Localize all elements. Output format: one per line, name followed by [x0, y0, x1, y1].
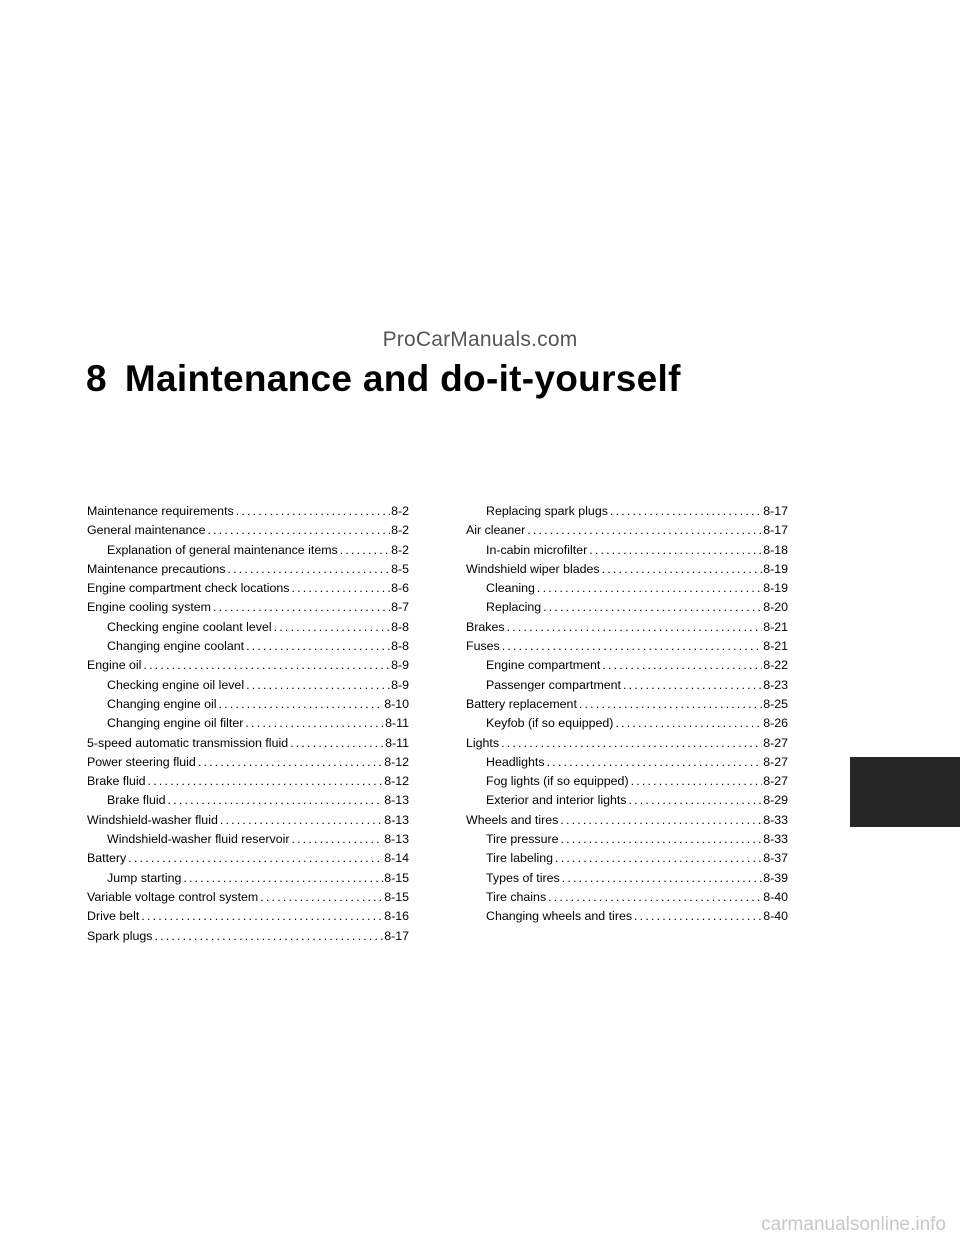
toc-entry[interactable]	[87, 849, 409, 868]
toc-subentry[interactable]	[466, 772, 788, 791]
toc-entry-page: 8-27	[763, 735, 788, 750]
toc-entry-page: 8-7	[391, 600, 409, 615]
toc-subentry[interactable]	[466, 907, 788, 926]
toc-entry-page: 8-8	[391, 639, 409, 654]
toc-subentry[interactable]	[466, 849, 788, 868]
toc-entry-page: 8-26	[763, 716, 788, 731]
chapter-number: 8	[86, 358, 107, 399]
toc-dot-leader	[274, 618, 390, 637]
chapter-title	[86, 358, 681, 400]
toc-dot-leader	[548, 888, 762, 907]
toc-entry[interactable]	[466, 811, 788, 830]
toc-entry-label: Maintenance precautions	[87, 561, 226, 576]
toc-entry[interactable]	[87, 598, 409, 617]
toc-entry[interactable]	[466, 560, 788, 579]
toc-entry[interactable]	[87, 907, 409, 926]
toc-entry-label: Engine oil	[87, 658, 142, 673]
toc-entry-page: 8-17	[384, 928, 409, 943]
toc-entry-label: Fuses	[466, 639, 500, 654]
toc-dot-leader	[610, 502, 762, 521]
toc-dot-leader	[527, 521, 762, 540]
toc-dot-leader	[291, 830, 383, 849]
toc-entry-page: 8-39	[763, 870, 788, 885]
toc-subentry[interactable]	[466, 598, 788, 617]
toc-entry-label: Maintenance requirements	[87, 504, 234, 518]
toc-entry[interactable]	[87, 753, 409, 772]
toc-entry-page: 8-13	[384, 812, 409, 827]
toc-entry[interactable]	[87, 521, 409, 540]
toc-entry-page: 8-25	[763, 696, 788, 711]
toc-subentry[interactable]	[466, 502, 788, 521]
toc-entry-label: Jump starting	[107, 870, 182, 885]
toc-entry-page: 8-9	[391, 677, 409, 692]
toc-entry-label: Drive belt	[87, 909, 140, 924]
toc-subentry[interactable]	[466, 676, 788, 695]
toc-dot-leader	[219, 695, 384, 714]
toc-dot-leader	[631, 772, 763, 791]
chapter-title-text: Maintenance and do-it-yourself	[124, 358, 681, 399]
toc-dot-leader	[290, 734, 384, 753]
toc-entry-page: 8-11	[385, 735, 409, 750]
toc-entry-label: Spark plugs	[87, 928, 153, 943]
toc-entry-label: Brakes	[466, 619, 505, 634]
toc-dot-leader	[246, 637, 390, 656]
toc-entry[interactable]	[87, 560, 409, 579]
toc-entry-page: 8-12	[384, 774, 409, 789]
toc-dot-leader	[227, 560, 390, 579]
toc-entry-page: 8-17	[763, 504, 788, 518]
toc-dot-leader	[198, 753, 383, 772]
toc-subentry[interactable]	[466, 541, 788, 560]
toc-entry-label: Air cleaner	[466, 523, 526, 538]
toc-dot-leader	[602, 560, 763, 579]
toc-dot-leader	[141, 907, 383, 926]
toc-entry[interactable]	[87, 734, 409, 753]
toc-entry-label: Changing engine oil	[107, 696, 217, 711]
toc-subentry[interactable]	[466, 888, 788, 907]
toc-entry-page: 8-18	[763, 542, 788, 557]
toc-entry-label: Power steering fluid	[87, 754, 196, 769]
toc-entry-label: Checking engine coolant level	[107, 619, 272, 634]
toc-dot-leader	[207, 521, 390, 540]
toc-dot-leader	[634, 907, 762, 926]
toc-entry-page: 8-29	[763, 793, 788, 808]
toc-entry-page: 8-37	[763, 851, 788, 866]
toc-entry-label: General maintenance	[87, 523, 206, 538]
watermark-bottom: carmanualsonline.info	[761, 1214, 946, 1235]
toc-entry-page: 8-40	[763, 909, 788, 924]
toc-dot-leader	[213, 598, 390, 617]
toc-dot-leader	[555, 849, 762, 868]
toc-dot-leader	[260, 888, 383, 907]
toc-entry-page: 8-2	[391, 523, 409, 538]
toc-entry-label: Replacing spark plugs	[486, 504, 608, 518]
toc-entry-page: 8-21	[763, 639, 788, 654]
toc-dot-leader	[543, 598, 762, 617]
toc-dot-leader	[168, 791, 384, 810]
toc-entry-label: Lights	[466, 735, 500, 750]
toc-dot-leader	[623, 676, 762, 695]
toc-subentry[interactable]	[87, 830, 409, 849]
toc-entry-label: Tire pressure	[486, 832, 559, 847]
toc-dot-leader	[501, 734, 762, 753]
toc-entry[interactable]	[466, 521, 788, 540]
toc-entry-page: 8-20	[763, 600, 788, 615]
toc-dot-leader	[220, 811, 383, 830]
toc-subentry[interactable]	[87, 637, 409, 656]
toc-entry-page: 8-13	[384, 832, 409, 847]
toc-subentry[interactable]	[466, 791, 788, 810]
toc-entry-page: 8-15	[384, 889, 409, 904]
toc-entry-label: Brake fluid	[107, 793, 166, 808]
toc-entry-label: Changing engine coolant	[107, 639, 245, 654]
toc-dot-leader	[502, 637, 762, 656]
toc-subentry[interactable]	[87, 791, 409, 810]
toc-entry-label: Fog lights (if so equipped)	[486, 774, 629, 789]
toc-subentry[interactable]	[87, 541, 409, 560]
toc-entry-page: 8-21	[763, 619, 788, 634]
toc-entry-label: Types of tires	[486, 870, 560, 885]
toc-dot-leader	[245, 714, 384, 733]
toc-dot-leader	[154, 927, 383, 946]
toc-subentry[interactable]	[466, 869, 788, 888]
toc-dot-leader	[579, 695, 762, 714]
toc-dot-leader	[589, 541, 762, 560]
toc-entry-page: 8-14	[384, 851, 409, 866]
toc-entry-page: 8-33	[763, 832, 788, 847]
toc-entry-label: Variable voltage control system	[87, 889, 259, 904]
toc-dot-leader	[615, 714, 762, 733]
toc-entry-page: 8-19	[763, 581, 788, 596]
toc-dot-leader	[537, 579, 762, 598]
toc-entry[interactable]	[466, 734, 788, 753]
toc-entry-label: Changing engine oil filter	[107, 716, 244, 731]
toc-entry-label: Battery	[87, 851, 127, 866]
toc-dot-leader	[236, 502, 390, 521]
toc-entry-page: 8-33	[763, 812, 788, 827]
toc-entry-page: 8-10	[384, 696, 409, 711]
toc-column-right	[466, 502, 788, 927]
toc-entry[interactable]	[87, 656, 409, 675]
watermark-top: ProCarManuals.com	[382, 328, 578, 351]
toc-entry-label: Tire labeling	[486, 851, 554, 866]
toc-dot-leader	[602, 656, 762, 675]
toc-dot-leader	[246, 676, 390, 695]
toc-dot-leader	[128, 849, 383, 868]
toc-dot-leader	[629, 791, 763, 810]
toc-entry-page: 8-15	[384, 870, 409, 885]
toc-subentry[interactable]	[87, 695, 409, 714]
toc-dot-leader	[148, 772, 384, 791]
toc-dot-leader	[562, 869, 763, 888]
toc-entry-label: Engine compartment	[486, 658, 601, 673]
toc-dot-leader	[561, 830, 763, 849]
toc-dot-leader	[507, 618, 763, 637]
toc-entry[interactable]	[87, 772, 409, 791]
toc-subentry[interactable]	[87, 869, 409, 888]
toc-subentry[interactable]	[466, 656, 788, 675]
toc-entry-page: 8-2	[391, 504, 409, 518]
toc-subentry[interactable]	[466, 714, 788, 733]
toc-entry-label: Explanation of general maintenance items	[107, 542, 338, 557]
toc-entry-page: 8-19	[763, 561, 788, 576]
toc-entry[interactable]	[466, 637, 788, 656]
toc-entry[interactable]	[466, 695, 788, 714]
toc-entry-label: Windshield wiper blades	[466, 561, 600, 576]
toc-entry-page: 8-6	[391, 581, 409, 596]
toc-entry-page: 8-12	[384, 754, 409, 769]
toc-entry-label: Passenger compartment	[486, 677, 621, 692]
toc-entry-label: Replacing	[486, 600, 542, 615]
toc-entry-page: 8-17	[763, 523, 788, 538]
toc-entry-label: Windshield-washer fluid	[87, 812, 218, 827]
toc-column-left	[87, 502, 409, 946]
toc-entry-label: Engine cooling system	[87, 600, 211, 615]
toc-entry-label: Keyfob (if so equipped)	[486, 716, 614, 731]
toc-entry-page: 8-40	[763, 889, 788, 904]
toc-entry[interactable]	[87, 927, 409, 946]
toc-subentry[interactable]	[87, 618, 409, 637]
toc-entry-page: 8-2	[391, 542, 409, 557]
toc-entry-label: Headlights	[486, 754, 545, 769]
toc-subentry[interactable]	[466, 830, 788, 849]
toc-dot-leader	[183, 869, 383, 888]
toc-dot-leader	[292, 579, 391, 598]
toc-entry-page: 8-27	[763, 754, 788, 769]
toc-entry-label: Battery replacement	[466, 696, 577, 711]
toc-subentry[interactable]	[466, 753, 788, 772]
toc-entry-label: Changing wheels and tires	[486, 909, 633, 924]
toc-entry-label: 5-speed automatic transmission fluid	[87, 735, 289, 750]
toc-entry-label: Tire chains	[486, 889, 547, 904]
toc-dot-leader	[547, 753, 763, 772]
toc-entry-page: 8-9	[391, 658, 409, 673]
toc-entry-page: 8-11	[385, 716, 409, 731]
chapter-tab	[850, 757, 960, 827]
toc-entry-page: 8-5	[391, 561, 409, 576]
toc-entry-page: 8-13	[384, 793, 409, 808]
toc-entry[interactable]	[87, 888, 409, 907]
toc-entry-page: 8-23	[763, 677, 788, 692]
toc-dot-leader	[340, 541, 390, 560]
toc-entry-page: 8-8	[391, 619, 409, 634]
toc-entry-page: 8-22	[763, 658, 788, 673]
toc-entry-page: 8-16	[384, 909, 409, 924]
toc-entry[interactable]	[466, 618, 788, 637]
toc-entry-label: Engine compartment check locations	[87, 581, 290, 596]
toc-entry-page: 8-27	[763, 774, 788, 789]
toc-entry-label: Cleaning	[486, 581, 535, 596]
toc-dot-leader	[560, 811, 762, 830]
toc-subentry[interactable]	[87, 714, 409, 733]
toc-entry-label: Windshield-washer fluid reservoir	[107, 832, 290, 847]
toc-entry[interactable]	[87, 811, 409, 830]
toc-subentry[interactable]	[466, 579, 788, 598]
toc-entry-label: In-cabin microfilter	[486, 542, 588, 557]
toc-entry-label: Checking engine oil level	[107, 677, 245, 692]
toc-entry[interactable]	[87, 502, 409, 521]
toc-entry-label: Exterior and interior lights	[486, 793, 627, 808]
toc-entry-label: Wheels and tires	[466, 812, 559, 827]
toc-entry-label: Brake fluid	[87, 774, 146, 789]
toc-entry[interactable]	[87, 579, 409, 598]
toc-subentry[interactable]	[87, 676, 409, 695]
toc-dot-leader	[143, 656, 390, 675]
